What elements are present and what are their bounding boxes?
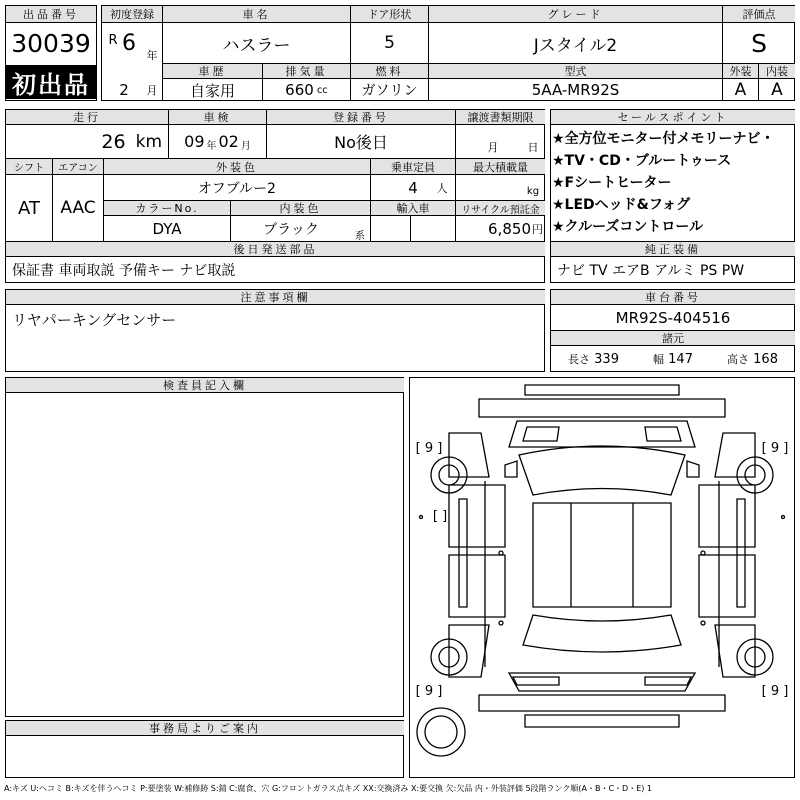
inspection-month: 02 — [218, 132, 239, 151]
interior-color-unit: 系 — [355, 230, 365, 240]
tire-mark-spare: [ ] — [432, 508, 448, 524]
history-label: 車歴 — [163, 64, 262, 78]
first-reg-era: R — [108, 32, 118, 48]
door-type: 5 — [384, 33, 395, 53]
first-listing-badge — [6, 65, 96, 99]
later-parts-label: 後日発送部品 — [6, 242, 545, 256]
int-score: A — [771, 80, 783, 100]
inspector-box — [5, 377, 404, 717]
max-load-unit: kg — [526, 185, 540, 197]
ext-score-label: 外装 — [723, 64, 758, 78]
color-label: 外装色 — [104, 159, 370, 174]
grade: Jスタイル2 — [533, 35, 618, 56]
capacity-value: 4 — [408, 179, 418, 197]
equipment-label: 純正装備 — [551, 242, 795, 256]
model: 5AA-MR92S — [531, 81, 620, 99]
interior-color-label: 内装色 — [231, 201, 370, 215]
spec-label: 諸元 — [551, 331, 795, 345]
ac-label: エアコン — [53, 159, 103, 174]
transfer-day-unit: 日 — [527, 141, 539, 154]
recycle-fee — [456, 216, 545, 241]
grade-label: グレード — [429, 6, 722, 22]
import-label: 輸入車 — [371, 201, 455, 215]
later-parts: 保証書 車両取説 予備キー ナビ取説 — [12, 263, 236, 279]
interior-color: ブラック — [263, 221, 319, 238]
sales-points-label: セールスポイント — [551, 110, 795, 124]
sales-point-item: ★Fシートヒーター — [552, 175, 672, 191]
transfer-month-unit: 月 — [487, 141, 499, 154]
shift-label: シフト — [6, 159, 52, 174]
inspection-year: 09 — [184, 132, 205, 151]
tire-mark-rear-right: [ 9 ] — [761, 683, 789, 699]
air-conditioner: AAC — [60, 198, 96, 218]
car-name-label: 車名 — [163, 6, 350, 22]
int-score-label: 内装 — [759, 64, 795, 78]
lot-number: 30039 — [11, 28, 91, 58]
recycle-fee-unit: 円 — [532, 222, 543, 236]
score: S — [751, 28, 767, 58]
capacity-unit: 人 — [436, 182, 448, 195]
registration-number: No後日 — [334, 133, 388, 152]
lot-number-label: 出品番号 — [6, 6, 96, 22]
sales-point-item: ★クルーズコントロール — [552, 219, 704, 235]
displacement — [263, 79, 350, 101]
inspection-month-unit: 月 — [240, 141, 251, 152]
tire-mark-front-right: [ 9 ] — [761, 440, 789, 456]
model-label: 型式 — [429, 64, 722, 78]
mileage-value: 26 — [101, 130, 126, 153]
sales-point-item: ★TV・CD・ブルートゥース — [552, 153, 732, 169]
mileage — [6, 125, 168, 158]
notes-text: リヤパーキングセンサー — [12, 310, 177, 329]
height-value: 168 — [753, 352, 778, 367]
chassis-number: MR92S-404516 — [615, 308, 731, 327]
score-label: 評価点 — [723, 6, 795, 22]
length-value: 339 — [594, 352, 619, 367]
damage-legend: A:キズ U:ヘコミ B:キズを伴うヘコミ P:要塗装 W:補修跡 S:錆 C:腐食、穴 G:フロントガラス点キズ XX:交換済み X:要交換 欠:欠品 内・外装評価 5段階ランク順(A・B・C・D・E) 1 — [4, 783, 653, 793]
sales-point-item: ★全方位モニター付メモリーナビ・ — [552, 131, 775, 147]
mileage-label: 走行 — [6, 110, 168, 124]
chassis-label: 車台番号 — [551, 290, 795, 304]
tire-mark-front-left: [ 9 ] — [415, 440, 443, 456]
tire-mark-rear-left: [ 9 ] — [415, 683, 443, 699]
car-body-diagram — [409, 377, 795, 778]
length-label: 長さ — [568, 353, 591, 366]
equipment: ナビ TV エアB アルミ PS PW — [557, 263, 745, 279]
displacement-value: 660 — [285, 81, 314, 99]
first-reg-year: 6 — [122, 30, 136, 56]
month-unit: 月 — [146, 84, 158, 97]
transfer-doc-label: 譲渡書類期限 — [456, 110, 545, 124]
ext-score: A — [734, 80, 747, 100]
office-label: 事務局よりご案内 — [6, 721, 404, 735]
fuel: ガソリン — [361, 83, 418, 99]
width-label: 幅 — [653, 353, 665, 366]
color-number: DYA — [152, 219, 182, 238]
recycle-fee-value: 6,850 — [488, 219, 531, 238]
displacement-label: 排気量 — [263, 64, 350, 78]
shift: AT — [18, 197, 40, 219]
exterior-color: オフブルー2 — [198, 180, 276, 197]
recycle-fee-label: リサイクル預託金 — [456, 201, 545, 215]
notes-label: 注意事項欄 — [6, 290, 545, 304]
first-listing-label: 初出品 — [12, 70, 90, 99]
registration-label: 登録番号 — [267, 110, 455, 124]
dimensions — [551, 346, 795, 372]
first-reg-month: 2 — [119, 81, 129, 99]
displacement-unit: cc — [316, 84, 328, 96]
width-value: 147 — [668, 352, 693, 367]
car-name: ハスラー — [222, 35, 291, 56]
inspection-label: 車検 — [169, 110, 266, 124]
mileage-unit: km — [135, 131, 162, 152]
door-label: ドア形状 — [351, 6, 428, 22]
inspection-date — [169, 125, 266, 158]
inspector-label: 検査員記入欄 — [6, 378, 404, 392]
fuel-label: 燃料 — [351, 64, 428, 78]
sales-point-item: ★LEDヘッド&フォグ — [552, 197, 691, 213]
height-label: 高さ — [727, 353, 750, 366]
max-load-label: 最大積載量 — [456, 159, 545, 174]
first-reg-label: 初度登録 — [102, 6, 162, 22]
capacity-label: 乗車定員 — [371, 159, 455, 174]
inspection-year-unit: 年 — [206, 141, 217, 152]
year-unit: 年 — [146, 49, 158, 61]
color-no-label: カラーNo. — [104, 201, 230, 215]
history: 自家用 — [189, 81, 235, 100]
